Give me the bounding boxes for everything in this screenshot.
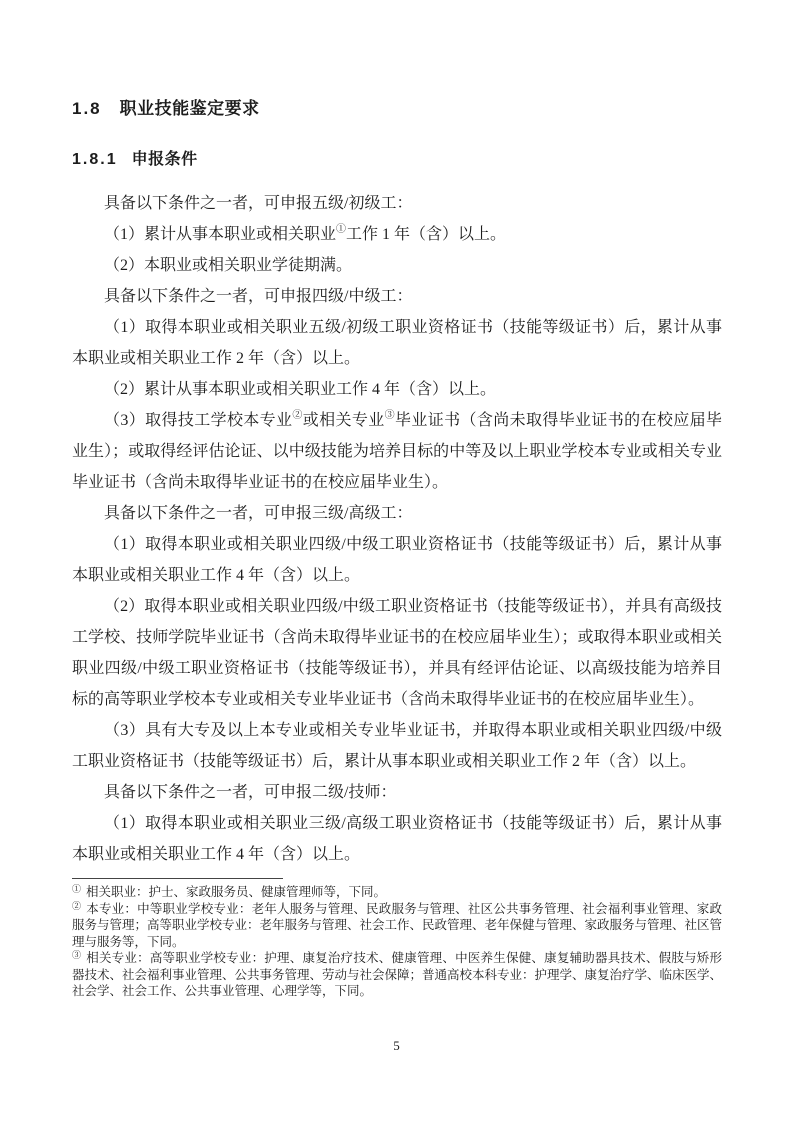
paragraph: （2）累计从事本职业或相关职业工作 4 年（含）以上。 <box>104 381 497 398</box>
paragraph: （1）取得本职业或相关职业三级/高级工职业资格证书（技能等级证书）后，累计从事本职业或相关职业工作 4 年（含）以上。 <box>72 815 722 863</box>
subsection-title: 申报条件 <box>131 151 198 168</box>
footnotes <box>72 884 722 1000</box>
paragraph: （1）累计从事本职业或相关职业①工作 1 年（含）以上。 <box>104 224 507 243</box>
paragraph: （1）取得本职业或相关职业四级/中级工职业资格证书（技能等级证书）后，累计从事本职业或相关职业工作 4 年（含）以上。 <box>72 536 722 584</box>
document-body <box>72 188 722 870</box>
section-title: 职业技能鉴定要求 <box>119 99 260 118</box>
footnote-separator <box>72 878 283 879</box>
footnote-marker: ① <box>72 884 82 894</box>
footnote-marker: ③ <box>72 950 82 960</box>
subsection-number: 1.8.1 <box>72 151 118 168</box>
footnote: ② 本专业：中等职业学校专业：老年人服务与管理、民政服务与管理、社区公共事务管理、社会福利事业管理、家政服务与管理；高等职业学校专业：老年服务与管理、社会工作、民政管理、老年保健与管理、家政服务与管理、社区管理与服务等，下同。 <box>72 900 723 949</box>
paragraph: 具备以下条件之一者，可申报三级/高级工： <box>104 505 413 522</box>
section-number: 1.8 <box>72 99 102 118</box>
page-number: 5 <box>393 1038 400 1053</box>
paragraph: （3）取得技工学校本专业②或相关专业③毕业证书（含尚未取得毕业证书的在校应届毕业生）；或取得经评估论证、以中级技能为培养目标的中等及以上职业学校本专业或相关专业毕业证书（含尚未取得毕业证书的在校应届毕业生）。 <box>72 410 722 491</box>
footnote-ref: ① <box>336 224 347 235</box>
paragraph: （3）具有大专及以上本专业或相关专业毕业证书，并取得本职业或相关职业四级/中级工职业资格证书（技能等级证书）后，累计从事本职业或相关职业工作 2 年（含）以上。 <box>72 722 722 770</box>
footnote: ① 相关职业：护士、家政服务员、健康管理师等，下同。 <box>72 884 387 899</box>
paragraph: 具备以下条件之一者，可申报四级/中级工： <box>104 288 413 305</box>
footnote: ③ 相关专业：高等职业学校专业：护理、康复治疗技术、健康管理、中医养生保健、康复辅助器具技术、假肢与矫形器技术、社会福利事业管理、公共事务管理、劳动与社会保障；普通高校本科专业：护理学、康复治疗学、临床医学、社会学、社会工作、公共事业管理、心理学等，下同。 <box>72 950 723 998</box>
section-heading <box>72 97 722 121</box>
footnote-marker: ② <box>72 900 82 911</box>
footnote-ref: ③ <box>384 410 396 421</box>
paragraph: 具备以下条件之一者，可申报五级/初级工： <box>104 195 413 212</box>
footnote-ref: ② <box>292 410 303 421</box>
paragraph: （2）本职业或相关职业学徒期满。 <box>104 257 353 274</box>
paragraph: 具备以下条件之一者，可申报二级/技师： <box>104 784 397 801</box>
paragraph: （2）取得本职业或相关职业四级/中级工职业资格证书（技能等级证书），并具有高级技工学校、技师学院毕业证书（含尚未取得毕业证书的在校应届毕业生）；或取得本职业或相关职业四级/中级工职业资格证书（技能等级证书），并具有经评估论证、以高级技能为培养目标的高等职业学校本专业或相关专业毕业证书（含尚未取得毕业证书的在校应届毕业生）。 <box>72 598 722 708</box>
subsection-heading <box>72 149 722 171</box>
paragraph: （1）取得本职业或相关职业五级/初级工职业资格证书（技能等级证书）后，累计从事本职业或相关职业工作 2 年（含）以上。 <box>72 319 722 367</box>
